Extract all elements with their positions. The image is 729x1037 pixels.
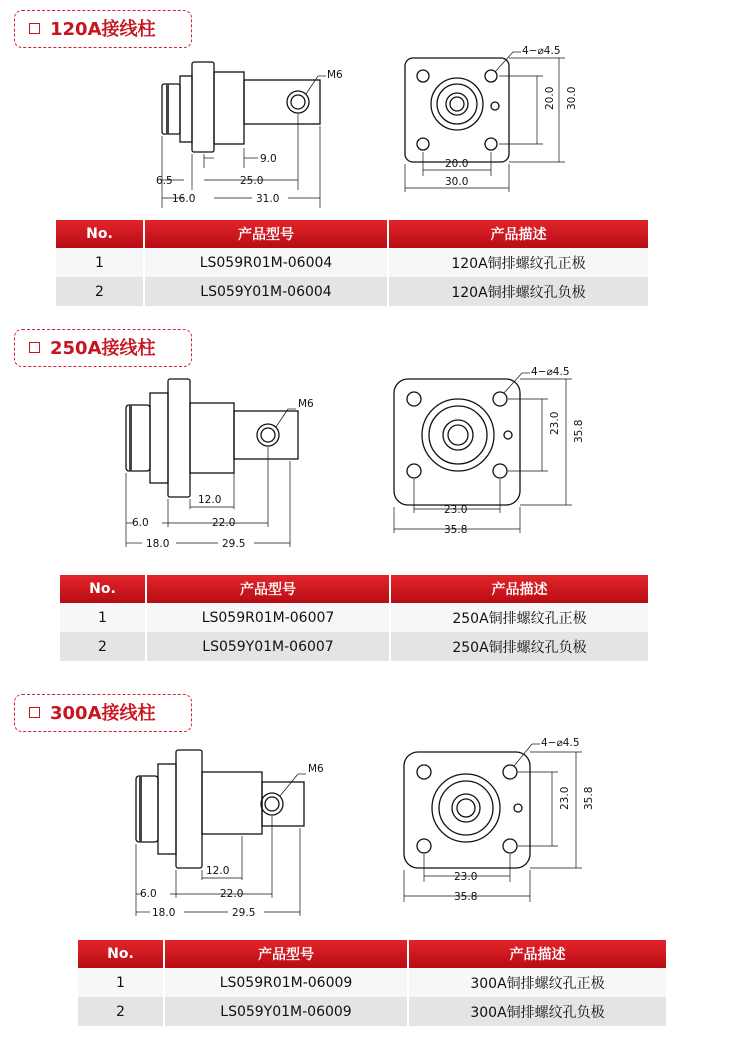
header-no: No.	[78, 940, 164, 968]
table-row: 2 LS059Y01M-06004 120A铜排螺纹孔负极	[56, 277, 648, 306]
dim-label: 30.0	[566, 86, 578, 110]
header-model: 产品型号	[164, 940, 408, 968]
dim-label: 18.0	[152, 907, 176, 919]
dim-label: 31.0	[256, 193, 280, 205]
dim-label: 35.8	[583, 786, 595, 810]
dim-label: 20.0	[445, 158, 469, 170]
dim-label: 29.5	[222, 538, 246, 550]
section-title: 250A接线柱	[14, 329, 192, 367]
dim-label: 12.0	[206, 865, 230, 877]
spec-table	[60, 575, 648, 661]
dim-label: 23.0	[559, 786, 571, 810]
section-250a	[0, 325, 729, 675]
spec-table	[56, 220, 648, 306]
dim-label: 35.8	[444, 524, 468, 536]
dim-label: 23.0	[549, 411, 561, 435]
side-view-drawing	[140, 50, 343, 210]
front-view-drawing	[398, 736, 598, 916]
table-row: 2 LS059Y01M-06009 300A铜排螺纹孔负极	[78, 997, 666, 1026]
dim-label: 22.0	[220, 888, 244, 900]
header-no: No.	[60, 575, 146, 603]
holes-label: 4−⌀4.5	[522, 45, 561, 57]
checkbox-square-icon	[29, 707, 40, 718]
dim-label: 35.8	[454, 891, 478, 903]
header-desc: 产品描述	[388, 220, 648, 248]
holes-label: 4−⌀4.5	[531, 366, 570, 378]
dim-label: 9.0	[260, 153, 277, 165]
header-model: 产品型号	[146, 575, 390, 603]
table-row: 1 LS059R01M-06004 120A铜排螺纹孔正极	[56, 248, 648, 277]
side-view-drawing	[118, 377, 328, 550]
dim-label: 16.0	[172, 193, 196, 205]
dim-label: 6.0	[140, 888, 157, 900]
section-300a	[0, 690, 729, 1037]
table-row: 1 LS059R01M-06009 300A铜排螺纹孔正极	[78, 968, 666, 997]
front-view-drawing	[388, 363, 588, 543]
holes-label: 4−⌀4.5	[541, 737, 580, 749]
table-header-row	[78, 940, 666, 968]
dim-label: 6.5	[156, 175, 173, 187]
dim-label: 35.8	[573, 419, 585, 443]
checkbox-square-icon	[29, 23, 40, 34]
dim-label: 30.0	[445, 176, 469, 188]
checkbox-square-icon	[29, 342, 40, 353]
thread-label: M6	[308, 763, 324, 775]
section-title: 120A接线柱	[14, 10, 192, 48]
thread-label: M6	[327, 69, 343, 81]
header-desc: 产品描述	[390, 575, 648, 603]
dim-label: 23.0	[454, 871, 478, 883]
spec-table	[78, 940, 666, 1026]
dim-label: 29.5	[232, 907, 256, 919]
header-no: No.	[56, 220, 144, 248]
dim-label: 23.0	[444, 504, 468, 516]
table-header-row	[60, 575, 648, 603]
table-header-row	[56, 220, 648, 248]
dim-label: 25.0	[240, 175, 264, 187]
section-120a	[0, 0, 729, 320]
header-model: 产品型号	[144, 220, 388, 248]
front-view-drawing	[395, 40, 585, 200]
thread-label: M6	[298, 398, 314, 410]
side-view-drawing	[128, 738, 338, 918]
table-row: 1 LS059R01M-06007 250A铜排螺纹孔正极	[60, 603, 648, 632]
header-desc: 产品描述	[408, 940, 666, 968]
dim-label: 22.0	[212, 517, 236, 529]
dim-label: 6.0	[132, 517, 149, 529]
section-title: 300A接线柱	[14, 694, 192, 732]
table-row: 2 LS059Y01M-06007 250A铜排螺纹孔负极	[60, 632, 648, 661]
dim-label: 20.0	[544, 86, 556, 110]
dim-label: 18.0	[146, 538, 170, 550]
dim-label: 12.0	[198, 494, 222, 506]
